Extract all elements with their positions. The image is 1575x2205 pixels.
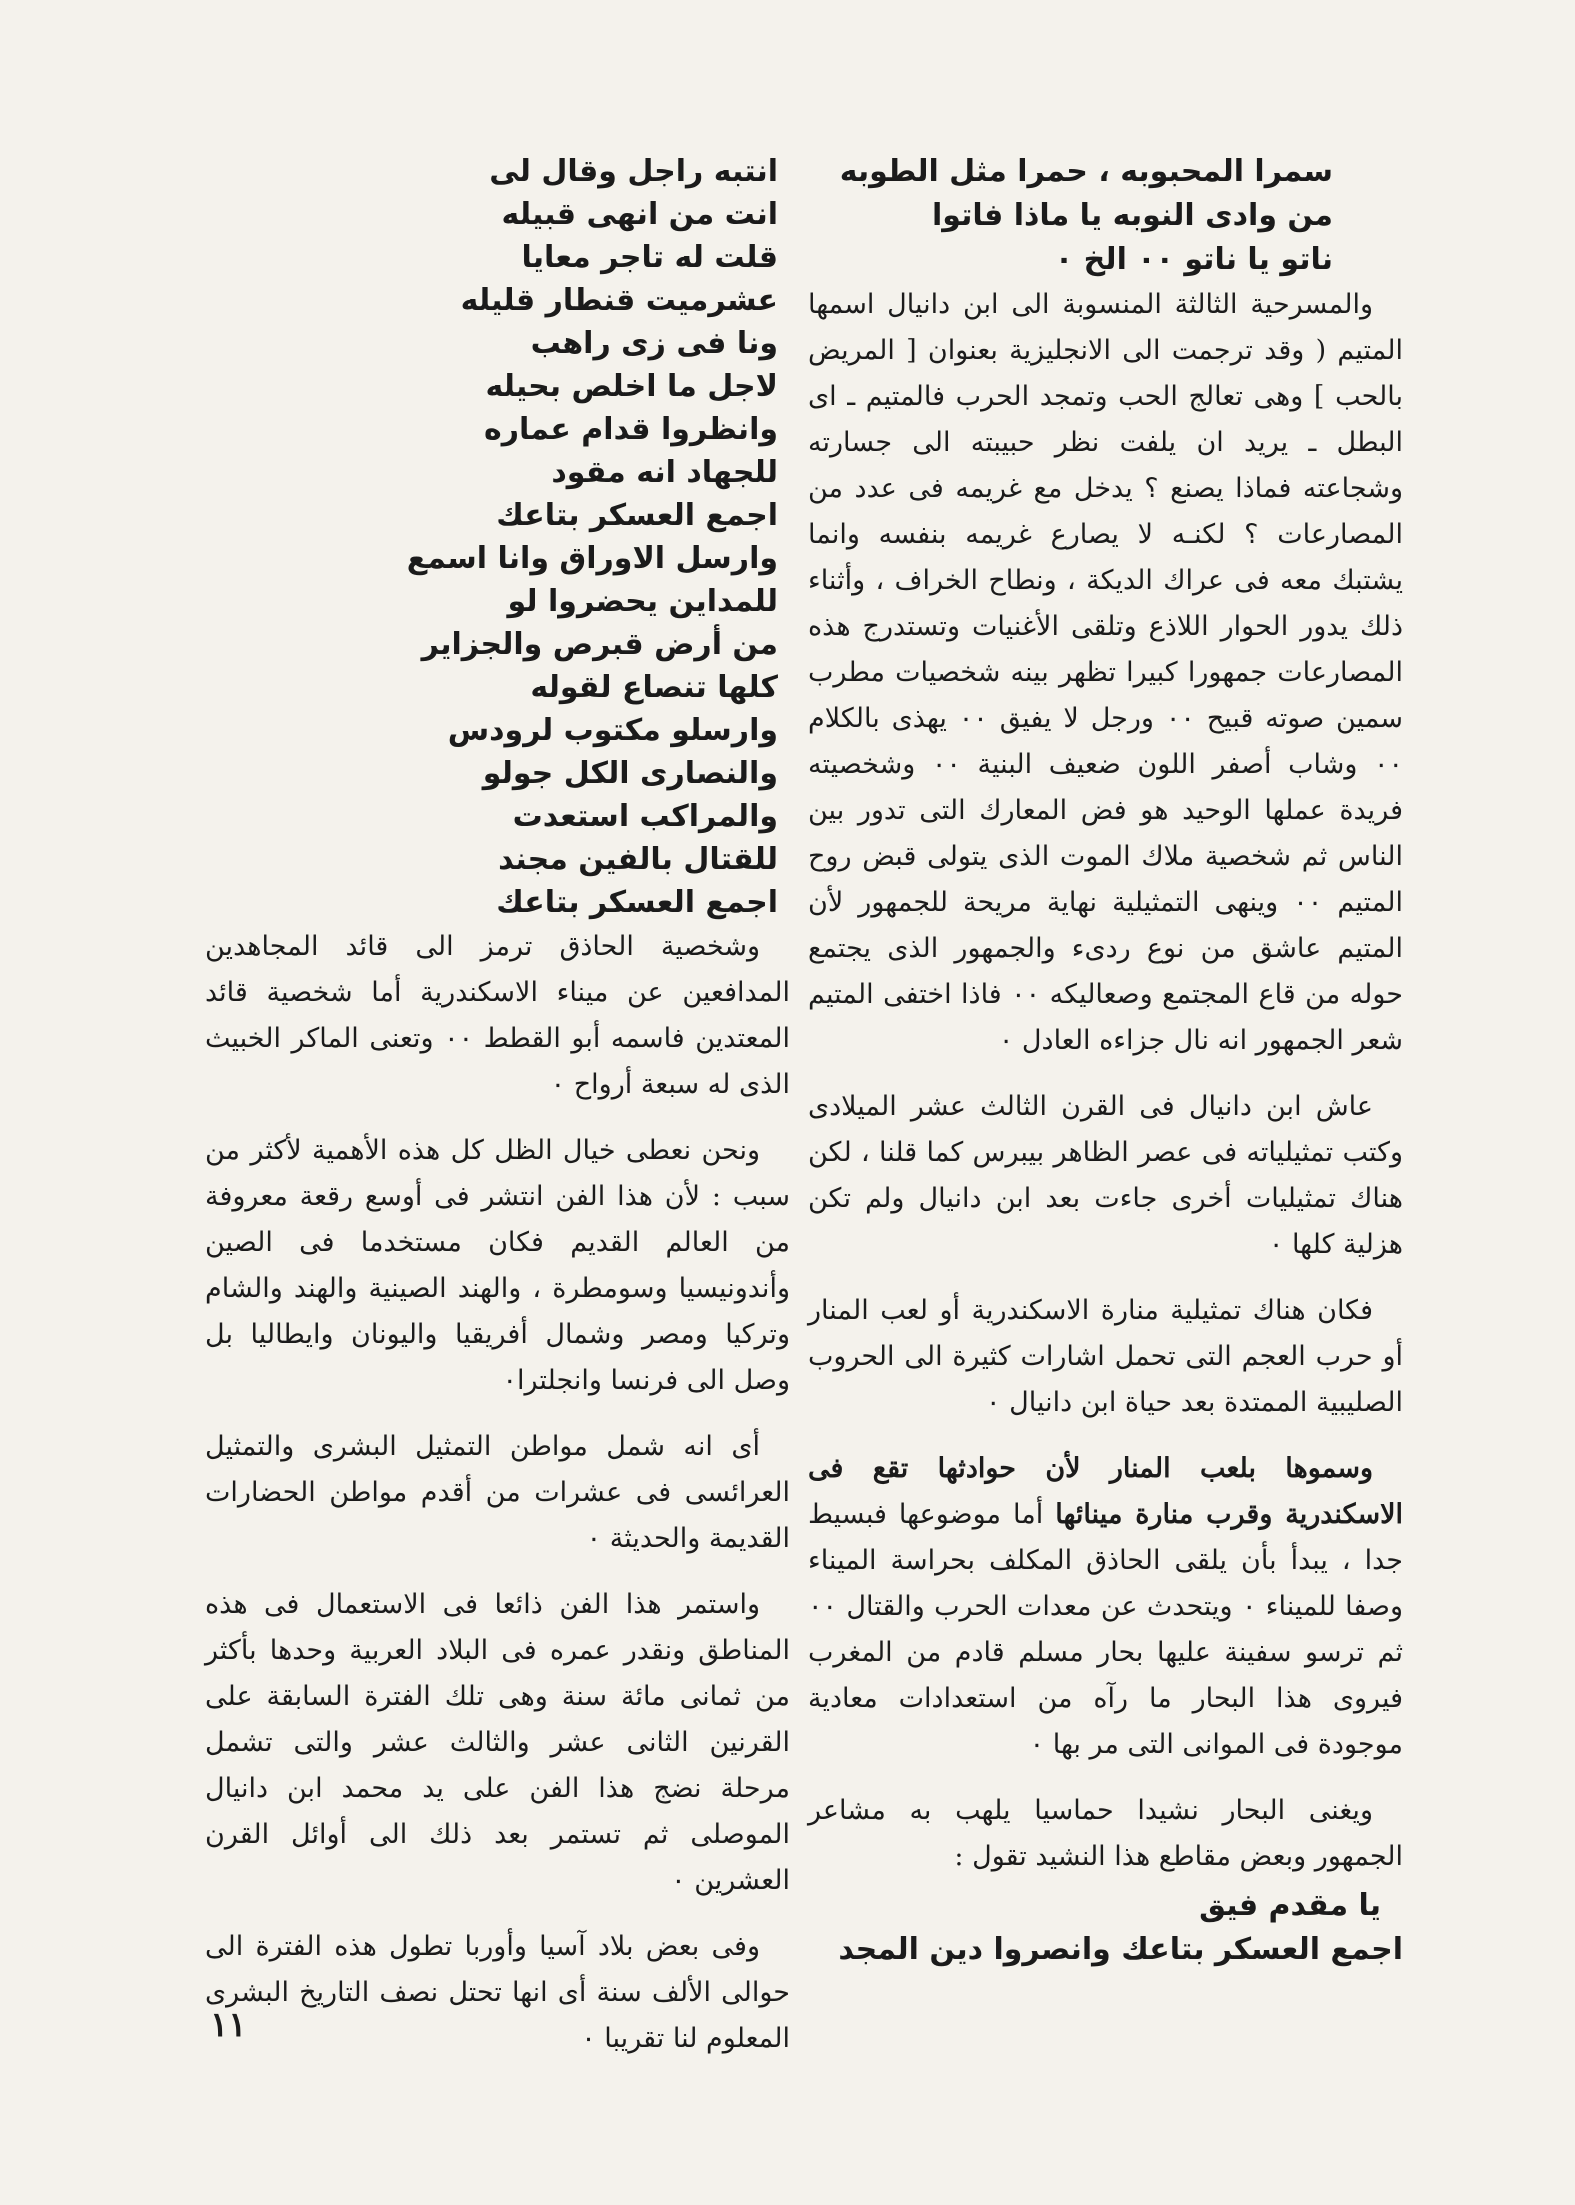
right-column <box>808 150 1403 1972</box>
verse-line: وانظروا قدام عماره <box>484 412 778 447</box>
verse-line: لاجل ما اخلص بحيله <box>485 369 778 404</box>
verse-line: اجمع العسكر بتاعك وانصروا دين المجد <box>838 1932 1403 1967</box>
verse-line: والمراكب استعدت <box>512 799 778 834</box>
verse-line: للجهاد انه مقود <box>551 455 778 490</box>
paragraph-manar <box>808 1446 1403 1768</box>
left-column <box>205 150 790 2082</box>
verse-line: سمرا المحبوبه ، حمرا مثل الطوبه <box>839 154 1333 189</box>
verse-line: للمداين يحضروا لو <box>507 584 778 619</box>
paragraph: عاش ابن دانيال فى القرن الثالث عشر الميلادى وكتب تمثيلياته فى عصر الظاهر بيبرس كما قلنا ، لكن هناك تمثيليات أخرى جاءت بعد ابن دانيال ولم تكن هزلية كلها ٠ <box>808 1091 1403 1260</box>
page-number: ١١ <box>210 2005 247 2045</box>
verse-line: انت من انهى قبيله <box>501 197 778 232</box>
verse-line: من أرض قبرص والجزاير <box>421 627 778 662</box>
paragraph: أى انه شمل مواطن التمثيل البشرى والتمثيل العرائسى فى عشرات من أقدم مواطن الحضارات القديمة والحديثة ٠ <box>205 1431 790 1554</box>
verse-line: ناتو يا ناتو ٠٠ الخ ٠ <box>1054 242 1333 277</box>
paragraph: وفى بعض بلاد آسيا وأوربا تطول هذه الفترة الى حوالى الألف سنة أى انها تحتل نصف التاريخ البشرى المعلوم لنا تقريبا ٠ <box>205 1931 790 2054</box>
verse-line: قلت له تاجر معايا <box>521 240 778 275</box>
verse-line: وارسلو مكتوب لرودس <box>447 713 778 748</box>
poem-verse <box>205 150 790 924</box>
verse-line: كلها تنصاع لقوله <box>530 670 778 705</box>
verse-line: يا مقدم فيق <box>1199 1888 1381 1923</box>
paragraph: واستمر هذا الفن ذائعا فى الاستعمال فى هذه المناطق ونقدر عمره فى البلاد العربية وحدها بأكثر من ثمانى مائة سنة وهى تلك الفترة السابقة على القرنين الثانى عشر والثالث عشر والتى تشمل مرحلة نضج هذا الفن على يد محمد ابن دانيال الموصلى ثم تستمر بعد ذلك الى أوائل القرن العشرين ٠ <box>205 1589 790 1896</box>
verse-line: والنصارى الكل جولو <box>482 756 778 791</box>
paragraph-rest: أما موضوعها فبسيط جدا ، يبدأ بأن يلقى الحاذق المكلف بحراسة الميناء وصفا للميناء ٠ ويتحدث عن معدات الحرب والقتال ٠٠ ثم ترسو سفينة عليها بحار مسلم قادم من المغرب فيروى هذا البحار ما رآه من استعدادات معادية موجودة فى الموانى التى مر بها ٠ <box>808 1499 1403 1760</box>
closing-verse <box>808 1884 1403 1972</box>
paragraph: فكان هناك تمثيلية منارة الاسكندرية أو لعب المنار أو حرب العجم التى تحمل اشارات كثيرة الى الحروب الصليبية الممتدة بعد حياة ابن دانيال ٠ <box>808 1295 1403 1418</box>
paragraph: ويغنى البحار نشيدا حماسيا يلهب به مشاعر الجمهور وبعض مقاطع هذا النشيد تقول : <box>808 1795 1403 1872</box>
bold-lead: وسموها بلعب المنار لأن حوادثها تقع فى الاسكندرية وقرب منارة مينائها <box>808 1453 1403 1530</box>
verse-line: اجمع العسكر بتاعك <box>496 885 778 920</box>
verse-line: انتبه راجل وقال لى <box>489 154 778 189</box>
verse-line: للقتال بالفين مجند <box>498 842 778 877</box>
verse-line: اجمع العسكر بتاعك <box>496 498 778 533</box>
paragraph: وشخصية الحاذق ترمز الى قائد المجاهدين المدافعين عن ميناء الاسكندرية أما شخصية قائد المعتدين فاسمه أبو القطط ٠٠ وتعنى الماكر الخبيث الذى له سبعة أرواح ٠ <box>205 931 790 1100</box>
opening-verse <box>808 150 1403 282</box>
verse-line: ونا فى زى راهب <box>530 326 778 361</box>
paragraph: ونحن نعطى خيال الظل كل هذه الأهمية لأكثر من سبب : لأن هذا الفن انتشر فى أوسع رقعة معروفة من العالم القديم فكان مستخدما فى الصين وأندونيسيا وسومطرة ، والهند الصينية والهند والشام وتركيا ومصر وشمال أفريقيا واليونان وايطاليا بل وصل الى فرنسا وانجلترا٠ <box>205 1135 790 1396</box>
verse-line: وارسل الاوراق وانا اسمع <box>406 541 778 576</box>
paragraph: والمسرحية الثالثة المنسوبة الى ابن دانيال اسمها المتيم ( وقد ترجمت الى الانجليزية بعنوان [ المريض بالحب ] وهى تعالج الحب وتمجد الحرب فالمتيم ـ اى البطل ـ يريد ان يلفت نظر حبيبته الى جسارته وشجاعته فماذا يصنع ؟ يدخل مع غريمه فى عدد من المصارعات ؟ لكنـه لا يصارع غريمه بنفسه وانما يشتبك معه فى عراك الديكة ، ونطاح الخراف ، وأثناء ذلك يدور الحوار اللاذع وتلقى الأغنيات وتستدرج هذه المصارعات جمهورا كبيرا تظهر بينه شخصيات مطرب سمين صوته قبيح ٠٠ ورجل لا يفيق ٠٠ يهذى بالكلام ٠٠ وشاب أصفر اللون ضعيف البنية ٠٠ وشخصيته فريدة عملها الوحيد هو فض المعارك التى تدور بين الناس ثم شخصية ملاك الموت الذى يتولى قبض روح المتيم ٠٠ وينهى التمثيلية نهاية مريحة للجمهور لأن المتيم عاشق من نوع ردىء والجمهور الذى يجتمع حوله من قاع المجتمع وصعاليكه ٠٠ فاذا اختفى المتيم شعر الجمهور انه نال جزاءه العادل ٠ <box>808 289 1404 1056</box>
verse-line: من وادى النوبه يا ماذا فاتوا <box>932 198 1333 233</box>
verse-line: عشرميت قنطار قليله <box>460 283 778 318</box>
